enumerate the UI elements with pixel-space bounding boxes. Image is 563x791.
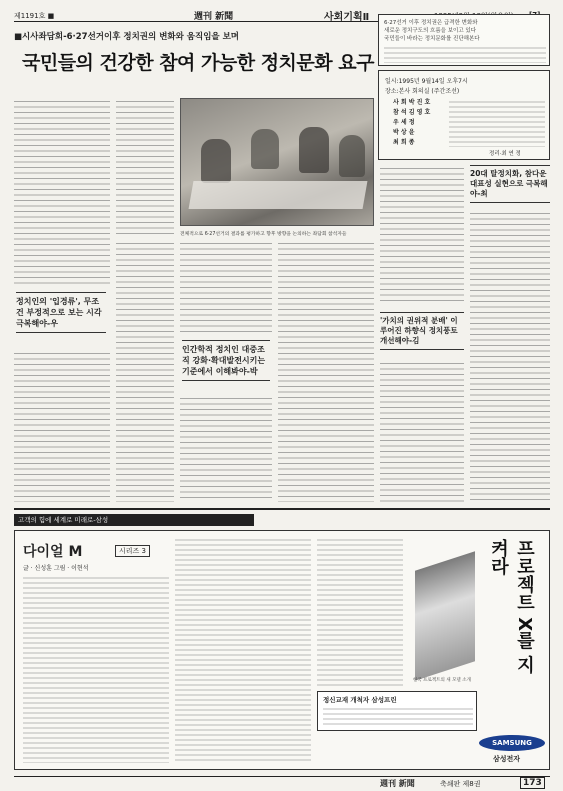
participant: 참 석 김 영 호 [393,109,431,116]
ad-text-column [175,537,311,763]
section-title: 사회기획Ⅱ [324,12,370,23]
participant: 사 회 박 진 호 [393,99,431,106]
ad-ribbon-graphic [415,551,475,680]
intro-line: 6·27선거 이후 정치권은 급격한 변화와 [384,20,478,26]
panel-participants [393,98,430,148]
ad-info-text [323,706,473,728]
ad-info-title: 정신교재 개척자 삼성프린 [323,696,397,704]
article-text-column [14,98,110,288]
participant: 우 세 정 [393,119,415,126]
person-figure [339,135,365,177]
issue-number: 제1191호 ■ [14,12,55,20]
participant: 박 상 윤 [393,129,415,136]
ad-vertical-headline: 프로젝트 X를 지켜라 [488,539,535,674]
novel-title: 다이얼 M [23,544,83,560]
footer-rule [14,776,550,777]
article-text-column [380,165,464,305]
headline-title: 국민들의 건강한 참여 가능한 정치문화 요구 [22,52,374,74]
right-pull-quote [470,165,550,203]
participant-details [449,99,545,147]
intro-text [384,19,546,43]
intro-line: 국민들이 바라는 정치문화를 진단해본다 [384,36,480,42]
pull-quote [380,312,464,350]
advertisement [14,530,550,770]
person-figure [251,129,279,169]
panel-date: 일시:1995년 9월14일 오후7시 [385,78,468,85]
article-text-column [14,350,110,502]
masthead: 週刊 新聞 [194,12,234,22]
brand-name-kr: 삼성전자 [493,755,521,763]
footer-label: 축쇄판 제8권 [440,780,481,788]
person-figure [299,127,329,173]
participant: 최 희 종 [393,139,415,146]
article-text-column [180,240,272,336]
article-text-column [180,395,272,502]
roundtable-photo [180,98,374,226]
pull-quote-text: 20대 탈정치화, 참다운 대표성 실현으로 극복해야-최 [470,169,548,198]
panel-box [378,70,550,160]
pull-quote [182,340,270,381]
pull-quote-text: 정치인의 '입경류', 무조건 부정적으로 보는 시각 극복해야-우 [16,297,102,328]
pull-quote-text: 인간학적 정치인 대중조직 강화·확대발전시키는 기준에서 이해봐야-박 [182,345,266,376]
novel-series: 시리즈 3 [115,545,150,557]
samsung-logo: SAMSUNG [479,735,545,751]
intro-line: 새로운 정치구도의 흐름을 보이고 있다 [384,28,477,34]
article-text-column [470,210,550,502]
panel-place: 장소:본사 회의실 (주간조선) [385,88,460,95]
pull-quote [16,292,106,333]
section-divider [14,508,550,510]
article-text-column [116,98,174,238]
intro-body-text [384,45,546,63]
article-text-column [278,240,374,502]
article-text-column [116,240,174,502]
ad-caption: 한국 프로젝트의 새 모델 소개 [413,678,471,683]
intro-box [378,14,550,66]
article-text-column [380,360,464,502]
novel-author: 글 · 신성훈 그림 · 이현석 [23,565,89,572]
headline-kicker: ■시사좌담회-6·27선거이후 정치권의 변화와 움직임을 보며 [14,32,240,42]
ad-info-box [317,691,477,731]
footer-masthead: 週刊 新聞 [380,779,415,788]
table-surface [189,181,368,209]
footer-page-number: 173 [520,777,545,789]
panel-editor: 정리·최 연 정 [489,151,521,157]
photo-caption: 전체적으로 6·27선거의 결과를 평가하고 향후 방향을 논의하는 좌담회 참석자들 [180,232,347,237]
ad-text-column [317,537,403,687]
ad-band-label: 고객의 힘에 세계로 미래로-삼성 [14,514,254,526]
person-figure [201,139,231,183]
ad-text-column [23,575,169,763]
pull-quote-text: '가치의 권위적 분배' 이루어진 하향식 정치풍토 개선해야-김 [380,316,458,345]
